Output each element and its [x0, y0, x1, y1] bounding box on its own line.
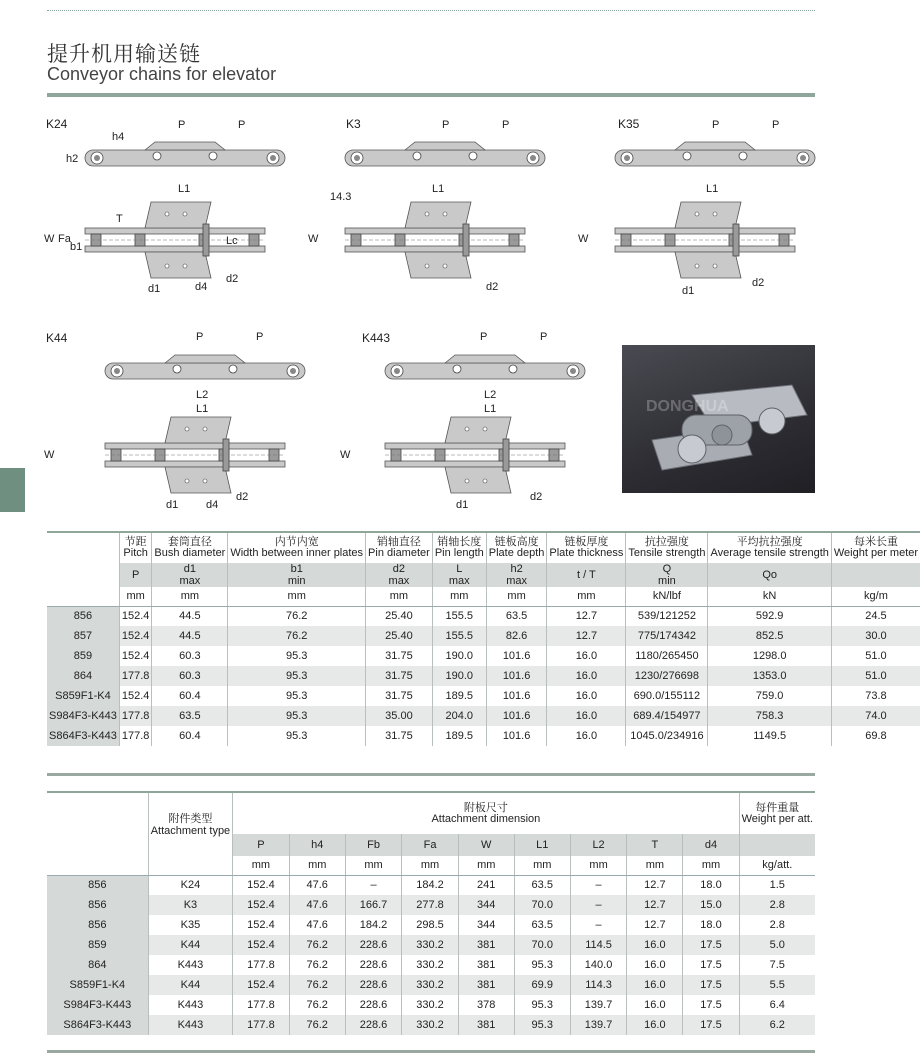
table-cell: 378 [458, 995, 514, 1015]
table-cell: 16.0 [547, 706, 626, 726]
table-cell: 76.2 [289, 935, 345, 955]
dim-l2: L2 [484, 389, 497, 401]
table-row [47, 935, 815, 955]
table-cell: 73.8 [831, 686, 920, 706]
table-cell: 228.6 [345, 955, 401, 975]
dim-d1: d1 [166, 499, 179, 511]
row-model-cell: 857 [47, 626, 119, 646]
row-model-cell: S859F1-K4 [47, 686, 119, 706]
table-row [47, 606, 920, 626]
table-cell: 139.7 [570, 995, 626, 1015]
table-cell: 17.5 [683, 975, 739, 995]
table1-bottom-rule [47, 773, 815, 776]
table-cell: 152.4 [119, 626, 152, 646]
table-cell: 114.5 [570, 935, 626, 955]
table-cell: 204.0 [432, 706, 486, 726]
dim-w: W [340, 449, 351, 461]
dim-p: P [712, 119, 720, 131]
col-header-att-type: 附件类型 Attachment type [148, 792, 233, 856]
table-cell: 166.7 [345, 895, 401, 915]
table-cell: 101.6 [486, 646, 547, 666]
table-cell: 101.6 [486, 706, 547, 726]
table-row [47, 706, 920, 726]
col-header-avg-tensile: 平均抗拉强度 Average tensile strength [708, 532, 831, 563]
row-model-cell: 859 [47, 935, 148, 955]
table-cell: 5.5 [739, 975, 815, 995]
table-cell: 95.3 [514, 995, 570, 1015]
table-cell: 60.4 [152, 726, 228, 746]
product-photo [622, 345, 815, 493]
table-cell: 31.75 [366, 726, 433, 746]
dim-d2: d2 [752, 277, 765, 289]
table-row [47, 1015, 815, 1035]
side-tab-marker [0, 468, 25, 512]
table-cell: 344 [458, 915, 514, 935]
table-cell: 16.0 [627, 955, 683, 975]
table-cell: 775/174342 [626, 626, 708, 646]
table-cell: – [570, 875, 626, 895]
table-cell: 95.3 [514, 1015, 570, 1035]
model-label-k443: K443 [362, 331, 391, 345]
table-cell: 177.8 [119, 706, 152, 726]
table-cell: 17.5 [683, 935, 739, 955]
table-cell: – [570, 895, 626, 915]
dim-p: P [178, 119, 186, 131]
dim-d1: d1 [148, 283, 161, 295]
table-cell: 17.5 [683, 955, 739, 975]
table-cell: K3 [148, 895, 233, 915]
dim-p: P [196, 331, 204, 343]
table-cell: 155.5 [432, 626, 486, 646]
table-cell: 592.9 [708, 606, 831, 626]
table-cell: 12.7 [627, 895, 683, 915]
table-cell: 76.2 [228, 626, 366, 646]
table-cell: 228.6 [345, 935, 401, 955]
dim-w: W [44, 449, 55, 461]
table-cell: 184.2 [402, 875, 458, 895]
dim-w: W [308, 233, 319, 245]
table-cell: K35 [148, 915, 233, 935]
row-model-cell: 856 [47, 875, 148, 895]
table-cell: 12.7 [547, 606, 626, 626]
table-cell: 189.5 [432, 686, 486, 706]
table-cell: K24 [148, 875, 233, 895]
table2-bottom-rule [47, 1050, 815, 1053]
row-model-cell: 864 [47, 955, 148, 975]
table-cell: 228.6 [345, 995, 401, 1015]
table-cell: 44.5 [152, 626, 228, 646]
dim-d2: d2 [486, 281, 499, 293]
table-cell: 2.8 [739, 895, 815, 915]
table-cell: 277.8 [402, 895, 458, 915]
row-model-cell: 856 [47, 895, 148, 915]
table-cell: 25.40 [366, 606, 433, 626]
top-dotted-rule [47, 10, 815, 11]
table-cell: 17.5 [683, 995, 739, 1015]
col-header-weight: 每米长重 Weight per meter [831, 532, 920, 563]
col-header-width: 内节内宽 Width between inner plates [228, 532, 366, 563]
table-row [47, 995, 815, 1015]
table-cell: 95.3 [228, 666, 366, 686]
table-cell: 47.6 [289, 895, 345, 915]
table-row [47, 626, 920, 646]
table-cell: 155.5 [432, 606, 486, 626]
row-model-cell: 864 [47, 666, 119, 686]
photo-watermark: DONGHUA [646, 398, 729, 415]
dim-p: P [256, 331, 264, 343]
table-cell: 1298.0 [708, 646, 831, 666]
table-cell: 60.3 [152, 646, 228, 666]
table-cell: 330.2 [402, 955, 458, 975]
dim-14-3: 14.3 [330, 191, 352, 203]
table-cell: 18.0 [683, 875, 739, 895]
table-cell: – [345, 875, 401, 895]
dim-l1: L1 [484, 403, 497, 415]
table-cell: 60.4 [152, 686, 228, 706]
table-cell: 101.6 [486, 666, 547, 686]
model-label-k35: K35 [618, 117, 640, 131]
table-cell: K443 [148, 1015, 233, 1035]
table-cell: 6.2 [739, 1015, 815, 1035]
col-header-plate-depth: 链板高度 Plate depth [486, 532, 547, 563]
dim-d2: d2 [236, 491, 249, 503]
dim-p: P [442, 119, 450, 131]
dim-p: P [238, 119, 246, 131]
table-cell: 177.8 [233, 1015, 289, 1035]
table-cell: 76.2 [289, 995, 345, 1015]
table-cell: 1.5 [739, 875, 815, 895]
row-model-cell: S859F1-K4 [47, 975, 148, 995]
table-cell: 6.4 [739, 995, 815, 1015]
table-cell: 7.5 [739, 955, 815, 975]
table-cell: 1149.5 [708, 726, 831, 746]
row-model-cell: 856 [47, 915, 148, 935]
table-cell: 381 [458, 1015, 514, 1035]
table-cell: 16.0 [547, 686, 626, 706]
col-header-pin-dia: 销轴直径 Pin diameter [366, 532, 433, 563]
table-cell: 63.5 [514, 875, 570, 895]
table-cell: 177.8 [233, 995, 289, 1015]
table-cell: 18.0 [683, 915, 739, 935]
table-row [47, 915, 815, 935]
model-label-k3: K3 [346, 117, 361, 131]
row-model-cell: S984F3-K443 [47, 706, 119, 726]
table-cell: 140.0 [570, 955, 626, 975]
table-cell: 690.0/155112 [626, 686, 708, 706]
table-cell: 16.0 [627, 935, 683, 955]
dim-lc: Lc [226, 235, 238, 247]
table-cell: 152.4 [233, 975, 289, 995]
table-cell: 330.2 [402, 995, 458, 1015]
dim-d4: d4 [195, 281, 208, 293]
row-model-cell: S864F3-K443 [47, 1015, 148, 1035]
table-cell: 152.4 [119, 686, 152, 706]
table-cell: 69.9 [514, 975, 570, 995]
table-cell: 16.0 [627, 1015, 683, 1035]
model-label-k24: K24 [46, 117, 68, 131]
title-rule [47, 93, 815, 97]
dim-d4: d4 [206, 499, 219, 511]
table-cell: 184.2 [345, 915, 401, 935]
table-cell: 298.5 [402, 915, 458, 935]
table-cell: 25.40 [366, 626, 433, 646]
table-cell: 31.75 [366, 686, 433, 706]
dim-d1: d1 [456, 499, 469, 511]
table-cell: 12.7 [547, 626, 626, 646]
table-cell: 51.0 [831, 666, 920, 686]
dim-p: P [772, 119, 780, 131]
col-header-att-weight: 每件重量 Weight per att. [739, 792, 815, 834]
dim-b1: b1 [70, 241, 83, 253]
table-cell: 1230/276698 [626, 666, 708, 686]
col-header-tensile: 抗拉强度 Tensile strength [626, 532, 708, 563]
table-cell: 16.0 [547, 646, 626, 666]
table-cell: K443 [148, 955, 233, 975]
table-cell: 539/121252 [626, 606, 708, 626]
row-model-cell: 856 [47, 606, 119, 626]
table-cell: 76.2 [289, 975, 345, 995]
table-cell: 177.8 [119, 666, 152, 686]
table-cell: 152.4 [233, 935, 289, 955]
table-cell: 758.3 [708, 706, 831, 726]
table-cell: 51.0 [831, 646, 920, 666]
table-cell: 15.0 [683, 895, 739, 915]
table-cell: 152.4 [233, 915, 289, 935]
table-cell: 152.4 [233, 875, 289, 895]
table-row [47, 875, 815, 895]
table-cell: 16.0 [547, 726, 626, 746]
col-header-plate-thick: 链板厚度 Plate thickness [547, 532, 626, 563]
table-cell: 177.8 [119, 726, 152, 746]
table-cell: 1045.0/234916 [626, 726, 708, 746]
table-cell: 24.5 [831, 606, 920, 626]
dim-l1: L1 [196, 403, 209, 415]
table-cell: 30.0 [831, 626, 920, 646]
table-cell: 381 [458, 935, 514, 955]
table-cell: 31.75 [366, 666, 433, 686]
table-row [47, 666, 920, 686]
table-cell: 16.0 [547, 666, 626, 686]
table-cell: 689.4/154977 [626, 706, 708, 726]
table-cell: 95.3 [228, 706, 366, 726]
dim-l2: L2 [196, 389, 209, 401]
dim-d2: d2 [530, 491, 543, 503]
dim-p: P [502, 119, 510, 131]
table-cell: 95.3 [228, 726, 366, 746]
table-cell: – [570, 915, 626, 935]
table-cell: 228.6 [345, 975, 401, 995]
table-row [47, 975, 815, 995]
table-row [47, 646, 920, 666]
table-cell: 63.5 [514, 915, 570, 935]
col-header-pitch: 节距 Pitch [119, 532, 152, 563]
row-model-cell: S864F3-K443 [47, 726, 119, 746]
dim-l1: L1 [178, 183, 191, 195]
page-title-en: Conveyor chains for elevator [47, 64, 277, 84]
table-cell: 1180/265450 [626, 646, 708, 666]
table-cell: 852.5 [708, 626, 831, 646]
table-cell: 95.3 [228, 686, 366, 706]
table-cell: 152.4 [119, 646, 152, 666]
table-cell: 381 [458, 955, 514, 975]
table-cell: 47.6 [289, 915, 345, 935]
table-cell: 152.4 [119, 606, 152, 626]
table-cell: 63.5 [486, 606, 547, 626]
col-header-att-dimension: 附板尺寸 Attachment dimension [233, 792, 739, 834]
table-cell: 95.3 [514, 955, 570, 975]
table-cell: 95.3 [228, 646, 366, 666]
table-cell: 101.6 [486, 726, 547, 746]
dim-h2: h2 [66, 153, 79, 165]
attachment-spec-table: 附件类型 Attachment type 附板尺寸 Attachment dimension 每件重量 Weight per att. P h4 Fb Fa W L1 L2 T d4 mm mm mm mm mm mm mm mm mm kg/att. 856 K24 152.4 47.6 – 184.2 241 63.5 – 12.7 18.0 1.5 856 K3 152.4 47.6 166.7 277.8 344 70.0 – 12.7 15.0 2.8 856 K35 152.4 47.6 184.2 298.5 344 63.5 – 12.7 18.0 2.8 859 K44 152.4 76.2 228.6 330.2 381 70.0 114.5 16.0 17.5 5.0 864 K443 177.8 76.2 228.6 330.2 381 95.3 140.0 16.0 17.5 7.5 S859F1-K4 K44 152.4 76.2 228.6 330.2 381 69.9 114.3 16.0 17.5 5.5 S984F3-K443 K443 177.8 76.2 228.6 330.2 378 95.3 139.7 16.0 17.5 6.4 S864F3-K443 K443 177.8 76.2 228.6 330.2 381 95.3 139.7 16.0 17.5 6.2 [47, 791, 815, 1035]
dim-h4: h4 [112, 131, 125, 143]
table-cell: 74.0 [831, 706, 920, 726]
table-cell: 82.6 [486, 626, 547, 646]
table-row [47, 726, 920, 746]
table-cell: 44.5 [152, 606, 228, 626]
table-cell: 70.0 [514, 895, 570, 915]
table-cell: K44 [148, 975, 233, 995]
model-label-k44: K44 [46, 331, 68, 345]
table-cell: 16.0 [627, 995, 683, 1015]
table-cell: 190.0 [432, 646, 486, 666]
dim-t: T [116, 213, 123, 225]
table-cell: 76.2 [228, 606, 366, 626]
table-cell: 31.75 [366, 646, 433, 666]
table-cell: 12.7 [627, 875, 683, 895]
table-row [47, 686, 920, 706]
dim-w: W [44, 233, 55, 245]
table-cell: 5.0 [739, 935, 815, 955]
dim-l1: L1 [432, 183, 445, 195]
dim-d1: d1 [682, 285, 695, 297]
table-cell: 228.6 [345, 1015, 401, 1035]
page-title-cn: 提升机用输送链 [47, 43, 201, 66]
col-header-pin-len: 销轴长度 Pin length [432, 532, 486, 563]
table-cell: 60.3 [152, 666, 228, 686]
table-cell: 139.7 [570, 1015, 626, 1035]
table-cell: 17.5 [683, 1015, 739, 1035]
table-cell: 190.0 [432, 666, 486, 686]
table-cell: 381 [458, 975, 514, 995]
table-cell: 76.2 [289, 1015, 345, 1035]
table-cell: 344 [458, 895, 514, 915]
dim-p: P [480, 331, 488, 343]
table-cell: 63.5 [152, 706, 228, 726]
table-cell: 177.8 [233, 955, 289, 975]
table-cell: 330.2 [402, 935, 458, 955]
table-cell: 114.3 [570, 975, 626, 995]
table-cell: 241 [458, 875, 514, 895]
table-cell: 2.8 [739, 915, 815, 935]
chain-spec-table: 节距 Pitch 套筒直径 Bush diameter 内节内宽 Width between inner plates 销轴直径 Pin diameter 销轴长度 Pin length 链板高度 Plate depth 链板厚度 Plate thickness 抗拉强度 Tensile strength 平均抗拉强度 Average tensile strength 每米长重 Weight per meter P d1 max b1 min d2 max L max h2 max t / T Q min Qo mm mm mm mm mm mm mm kN/lbf kN kg/m 856 152.4 44.5 76.2 25.40 155.5 63.5 12.7 539/121252 592.9 24.5 857 152.4 44.5 76.2 25.40 155.5 82.6 12.7 775/174342 852.5 30.0 859 152.4 60.3 95.3 31.75 190.0 101.6 16.0 1180/265450 1298.0 51.0 864 177.8 60.3 95.3 31.75 190.0 101.6 16.0 1230/276698 1353.0 51.0 S859F1-K4 152.4 60.4 95.3 31.75 189.5 101.6 16.0 690.0/155112 759.0 73.8 S984F3-K443 177.8 63.5 95.3 35.00 204.0 101.6 16.0 689.4/154977 758.3 74.0 S864F3-K443 177.8 60.4 95.3 31.75 189.5 101.6 16.0 1045.0/234916 1149.5 69.8 [47, 531, 920, 746]
table-cell: 759.0 [708, 686, 831, 706]
row-model-cell: S984F3-K443 [47, 995, 148, 1015]
table-cell: 330.2 [402, 975, 458, 995]
table-cell: 69.8 [831, 726, 920, 746]
table-cell: 330.2 [402, 1015, 458, 1035]
dim-p: P [540, 331, 548, 343]
col-header-bush: 套筒直径 Bush diameter [152, 532, 228, 563]
table-cell: 1353.0 [708, 666, 831, 686]
table-cell: 12.7 [627, 915, 683, 935]
dim-d2: d2 [226, 273, 239, 285]
table-cell: 47.6 [289, 875, 345, 895]
table-row [47, 955, 815, 975]
table-row [47, 895, 815, 915]
dim-w: W [578, 233, 589, 245]
dim-fa: Fa [58, 233, 71, 245]
table-cell: 152.4 [233, 895, 289, 915]
table-cell: 70.0 [514, 935, 570, 955]
dim-l1: L1 [706, 183, 719, 195]
table-cell: 76.2 [289, 955, 345, 975]
table-cell: K443 [148, 995, 233, 1015]
table-cell: 101.6 [486, 686, 547, 706]
table-cell: 35.00 [366, 706, 433, 726]
table-cell: K44 [148, 935, 233, 955]
table-cell: 16.0 [627, 975, 683, 995]
row-model-cell: 859 [47, 646, 119, 666]
table-cell: 189.5 [432, 726, 486, 746]
